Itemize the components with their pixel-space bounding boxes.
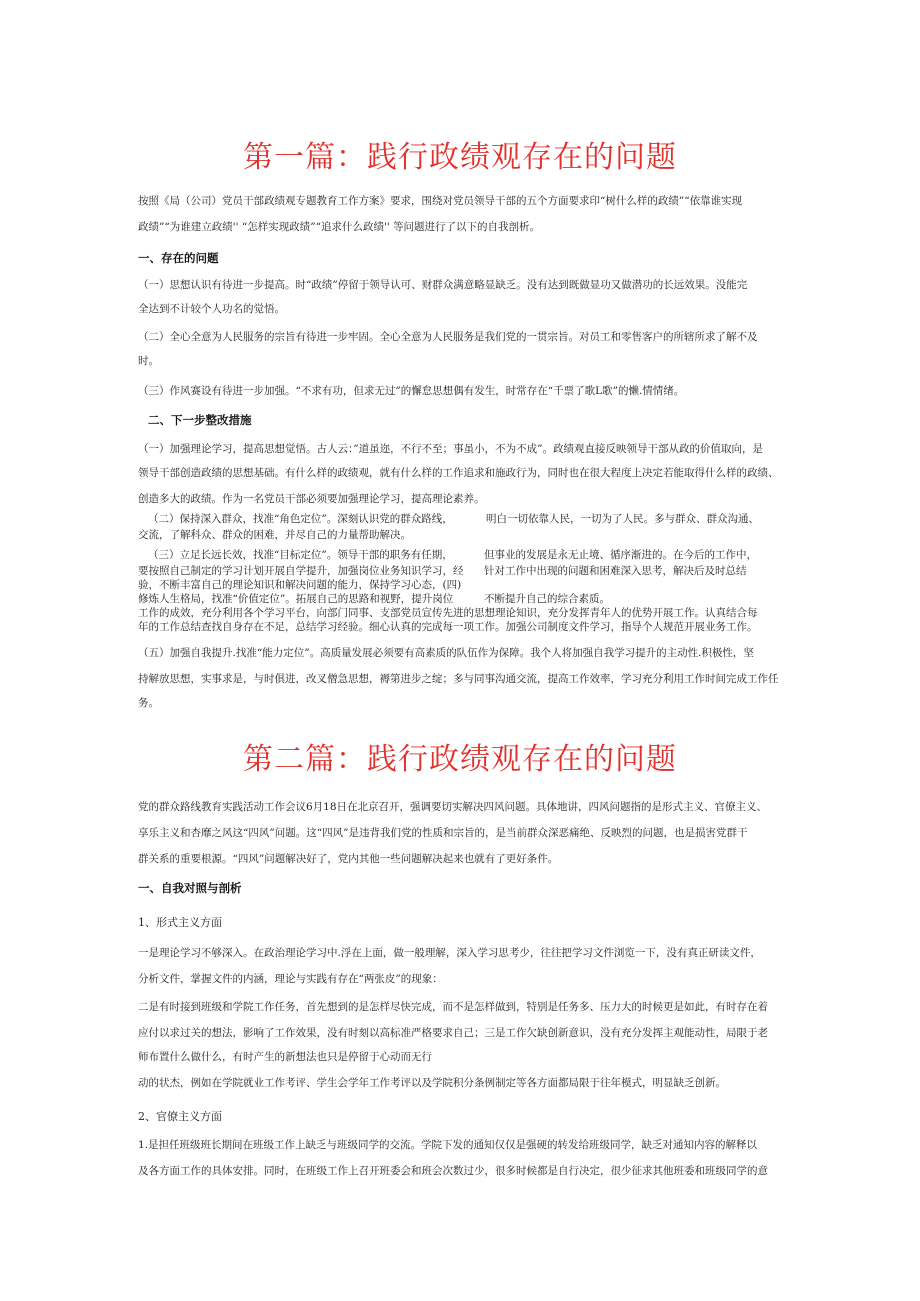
part1-measure2-right1: 明白一切依靠人民，一切为了人民。多与群众、群众沟通、 [486,513,759,525]
part1-item1-line2: 全达到不计较个人功名的觉悟。 [138,303,285,315]
part1-intro-line1: 按照《局（公司）党员干部政绩观专题教育工作方案》要求，围绕对党员领导干部的五个方面要求印“树什么样的政绩”“依靠谁实现 [138,195,743,207]
part1-measure5-line1: （五）加强自我提升.找准“能力定位”。高质量发展必须要有高素质的队伍作为保障。我个人将加强自我学习提升的主动性.积极性，坚 [138,647,754,659]
part1-measure3-left4: 修炼人生格局，找准“价值定位”。拓展自己的思路和视野，提升岗位 [138,593,454,605]
part2-bureaucracy1-line2: 及各方面工作的具体安排。同时，在班级工作上召开班委会和班会次数过少，很多时候都是自行决定，很少征求其他班委和班级同学的意 [138,1165,768,1177]
part2-bureaucracy1-line1: 1.是担任班级班长期间在班级工作上缺乏与班级同学的交流。学院下发的通知仅仅是强硬的转发给班级同学，缺乏对通知内容的解释以 [138,1139,758,1151]
part1-measure3-right1: 但事业的发展是永无止境、循序渐进的。在今后的工作中， [484,549,757,561]
part1-item2-line1: （二）全心全意为人民服务的宗旨有待进一步牢固。全心全意为人民服务是我们党的一贯宗旨。对员工和零售客户的所辖所求了解不及 [138,331,758,343]
part1-measure1-line2: 领导干部创造政绩的思想基础。有什么样的政绩观，就有什么样的工作追求和施政行为，同时也在很大程度上决定若能取得什么样的政绩、 [138,467,779,479]
part1-measure3-left2: 要按照自己制定的学习计划开展自学提升，加强岗位业务知识学习，经 [138,565,464,577]
part2-intro-line1: 党的群众路线教育实践活动工作会议6月18日在北京召开，强调要切实解决四风问题。具体地讲，四风问题指的是形式主义、官僚主义、 [138,801,768,813]
part1-measure2-left1: （二）保持深入群众，找准“角色定位”。深刻认识党的群众路线， [148,513,453,525]
part2-formalism2-line3: 师布置什么做什么，有时产生的新想法也只是停留于心动而无行 [138,1051,432,1063]
part1-measure3-left5: 工作的成效，充分利用各个学习平台，向部门同事、支部党员宣传先进的思想理论知识，充分发挥青年人的优势开展工作。认真结合每 [138,607,758,619]
part1-measure2-left2: 交流，了解科众、群众的困难，并尽自己的力量帮助解决。 [138,529,411,541]
part1-measure1-line3: 创造多大的政绩。作为一名党员干部必须要加强理论学习，提高理论素养。 [138,493,485,505]
part2-sub-formalism: 1、形式主义方面 [138,916,222,929]
part1-measure3-left1: （三）立足长远长效，找准“目标定位”。领导干部的职务有任期， [148,549,453,561]
part1-measure3-left6: 年的工作总结查找自身存在不足，总结学习经验。细心认真的完成每一项工作。加强公司制度文件学习，指导个人规范开展业务工作。 [138,621,758,633]
part2-formalism2-line2: 应付以求过关的想法，影响了工作效果，没有时刻以高标准严格要求自己；三是工作欠缺创新意识，没有充分发挥主观能动性，局限于老 [138,1027,768,1039]
part1-item1-line1: （一）思想认识有待进一步提高。时“政绩”停留于领导认可、财群众满意略显缺乏。没有达到既做显功又做潜功的长远效果。没能完 [138,279,748,291]
part2-sub-bureaucracy: 2、官僚主义方面 [138,1110,222,1123]
part2-section-self-analysis: 一、自我对照与剖析 [138,881,242,895]
part2-title: 第二篇：践行政绩观存在的问题 [243,742,677,777]
part2-formalism1-line2: 分析文件，掌握文件的内涵，理论与实践有存在“两张皮”的现象： [138,973,443,985]
part1-measure3-right2: 针对工作中出现的问题和困难深入思考，解决后及时总结 [484,565,747,577]
part1-measure5-line3: 务。 [138,697,159,709]
part2-formalism1-line1: 一是理论学习不够深入。在政治理论学习中.浮在上面，做一般理解，深入学习思考少，往往把学习文件浏览一下，没有真正研读文件， [138,947,761,959]
part1-section-problems: 一、存在的问题 [138,251,219,265]
part1-measure3-left3: 验，不断丰富自己的理论知识和解决问题的能力，保持学习心态，(四) [138,579,462,591]
part1-title: 第一篇：践行政绩观存在的问题 [243,140,677,175]
part1-measure1-line1: （一）加强理论学习，提高思想觉悟。古人云：”道虽迩，不行不至；事虽小，不为不成”。政绩观直接反映领导干部从政的价值取向，是 [138,443,763,455]
part2-intro-line2: 享乐主义和杏靡之风这“四风”问题。这“四风”是违背我们党的性质和宗旨的，是当前群众深恶痛绝、反映烈的问题，也是损害党群干 [138,827,748,839]
part1-item3: （三）作风赛设有待进一步加强。“不求有功，但求无过”的懈怠思想偶有发生，时常存在“千票了歌L歌”的懒.情情绪。 [138,385,685,397]
part2-intro-line3: 群关系的重要根源。“四风”问题解决好了，党内其他一些问题解决起来也就有了更好条件。 [138,853,559,865]
part1-measure5-line2: 持解放思想，实事求是，与时俱进，改叉僧急思想，褥第进步之绽；多与同事沟通交流，提高工作效率，学习充分利用工作时间完成工作任 [138,673,779,685]
part1-item2-line2: 时。 [138,355,159,367]
part2-formalism2-line4: 动的状杰，例如在学院就业工作考评、学生会学年工作考评以及学院积分条例制定等各方面都局限于往年模式，明显缺乏创新。 [138,1077,726,1089]
part1-section-measures: 二、下一步整改措施 [148,413,252,427]
part1-measure3-right4: 不断提升自己的综合素质。 [484,593,610,605]
part2-formalism2-line1: 二是有时接到班级和学院工作任务，首先想到的是怎样尽快完成，而不是怎样做到，特别是任务多、压力大的时候更是如此，有时存在着 [138,1001,768,1013]
part1-intro-line2: 政绩”“为谁建立政绩'' “怎样实现政绩”“追求什么政绩'' 等问题进行了以下的自我剖析。 [138,221,541,233]
